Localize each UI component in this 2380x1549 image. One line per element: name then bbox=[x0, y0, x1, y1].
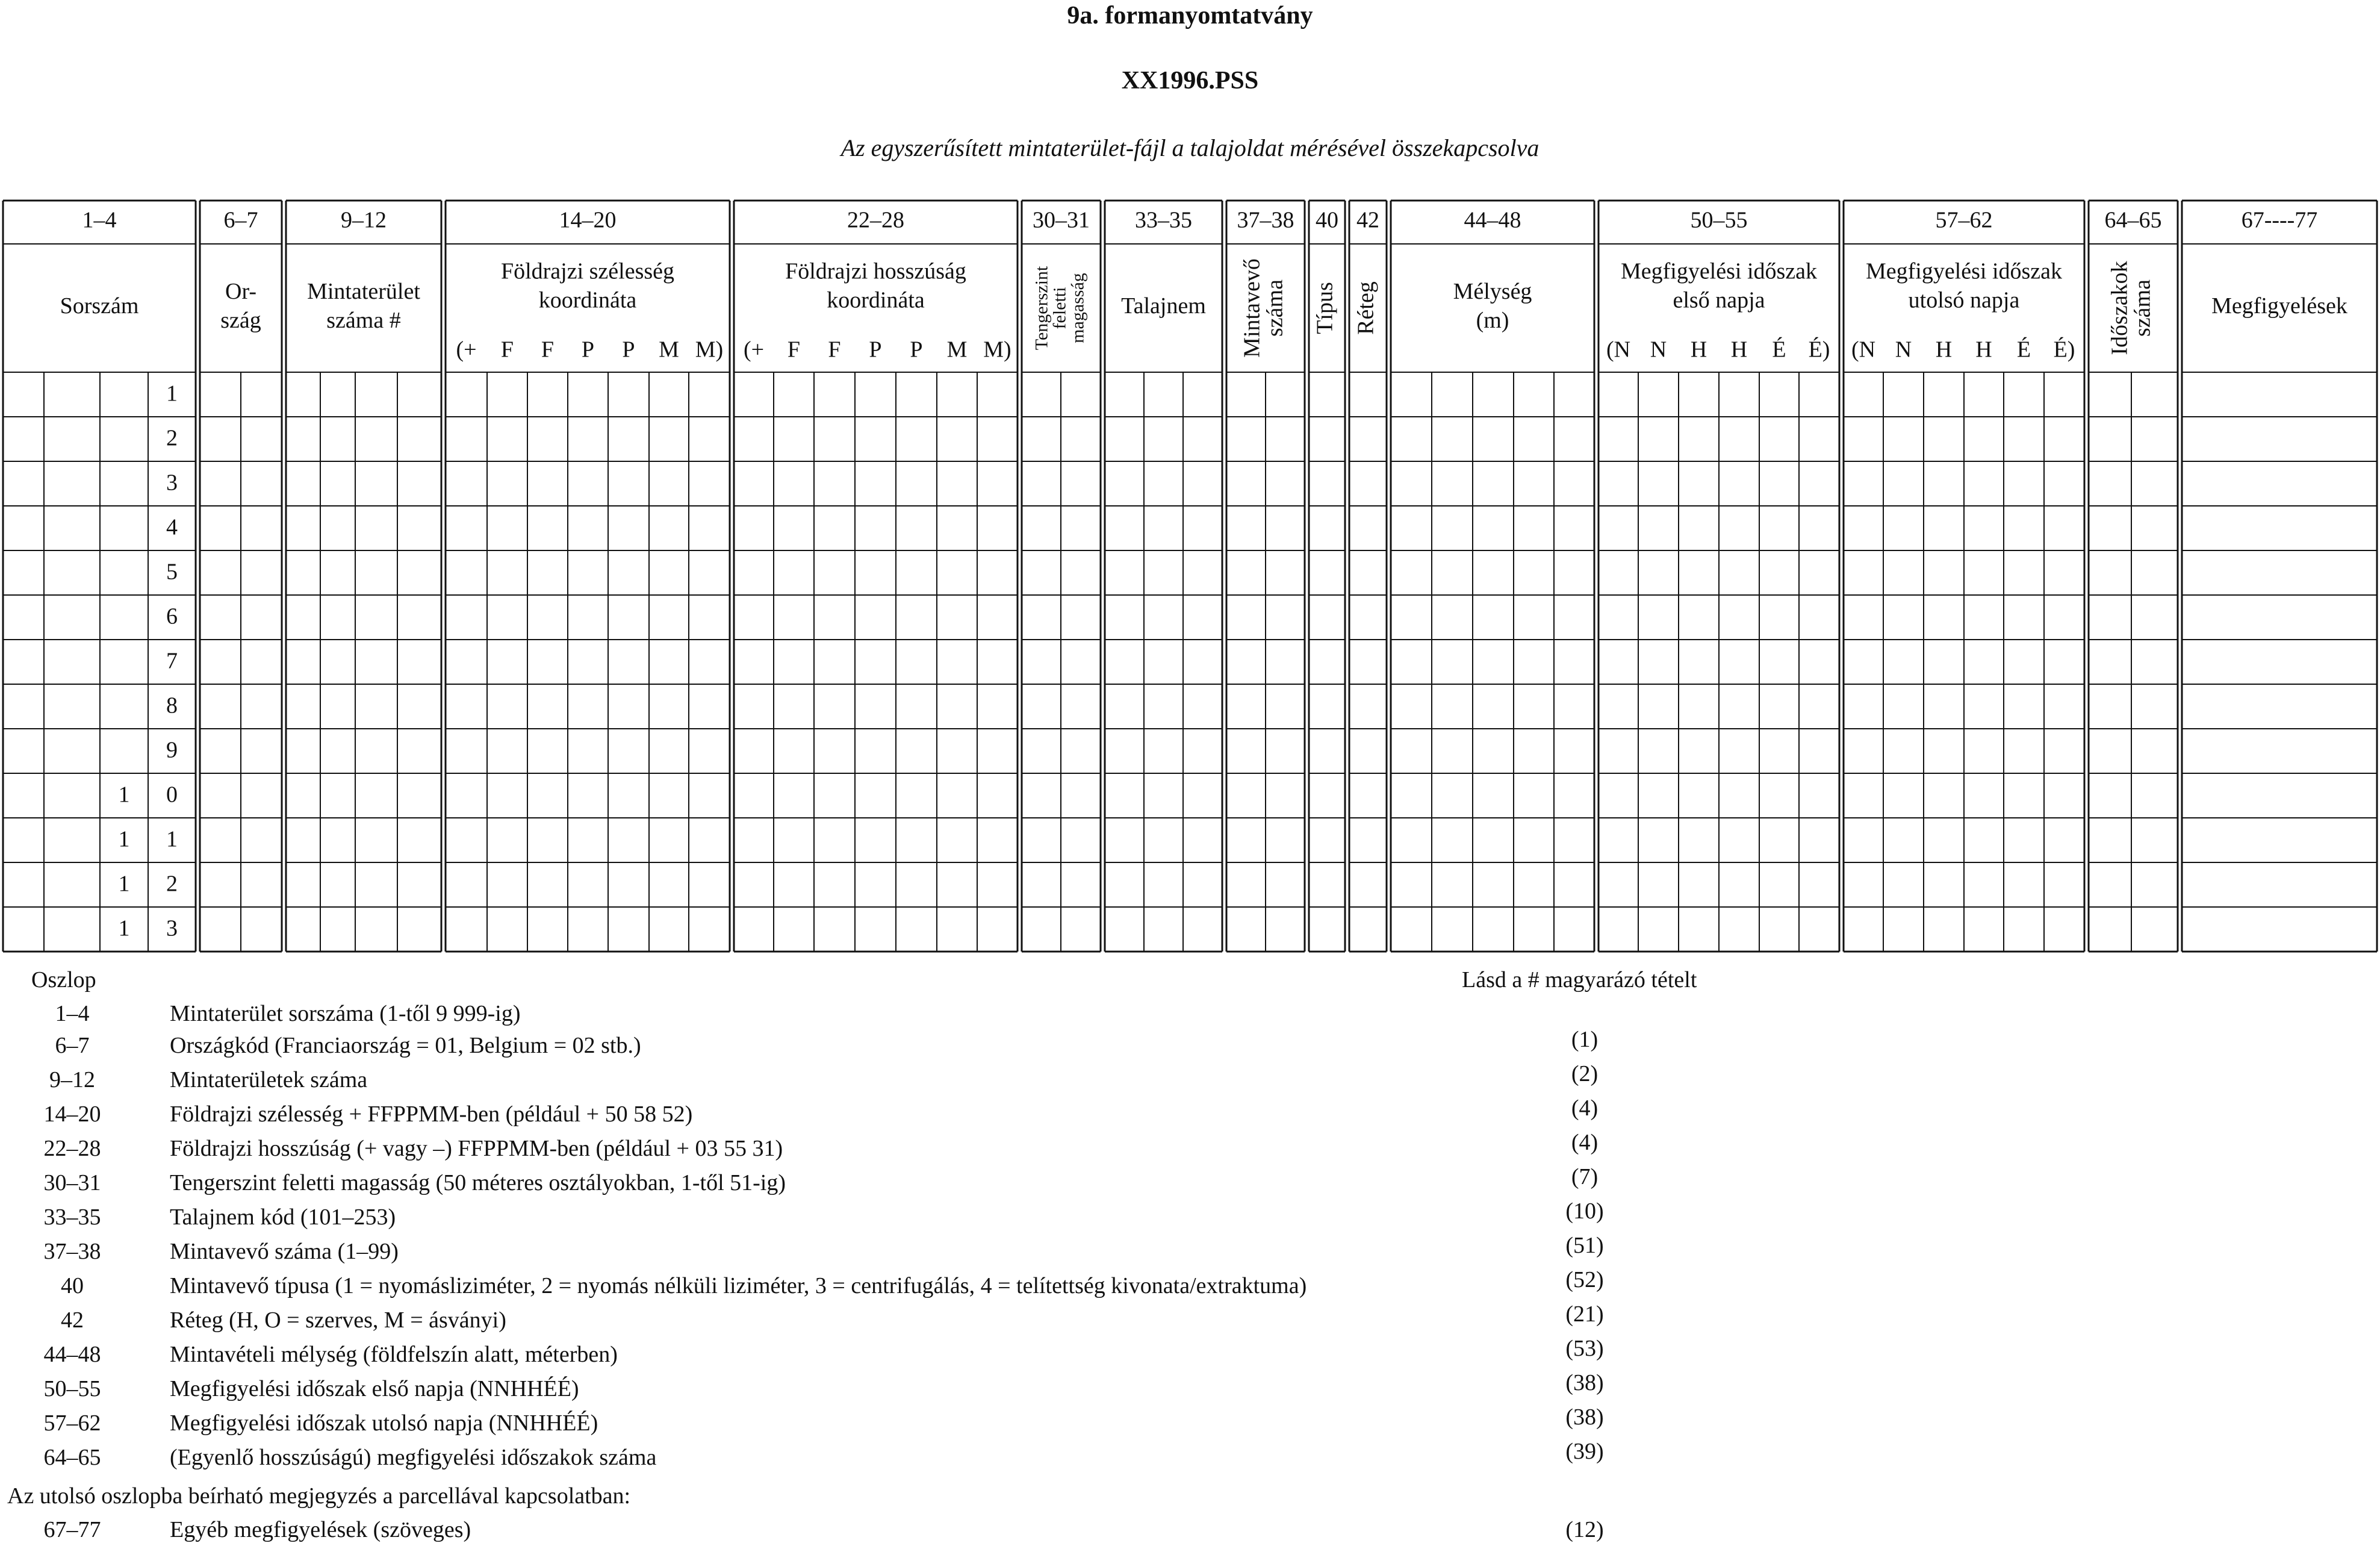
row-number-digit: 9 bbox=[166, 737, 178, 763]
column-sub-label: M) bbox=[983, 337, 1011, 363]
column-range-label: 9–12 bbox=[341, 207, 387, 233]
column-header-label: koordináta bbox=[538, 287, 637, 313]
column-header-label: száma # bbox=[326, 308, 401, 334]
legend-column-range: 14–20 bbox=[43, 1102, 101, 1127]
column-sub-label: P bbox=[910, 337, 923, 363]
row-number-digit: 4 bbox=[166, 514, 178, 540]
legend-reference: (10) bbox=[1565, 1198, 1604, 1224]
legend-reference: (21) bbox=[1565, 1301, 1604, 1327]
legend-column-range: 22–28 bbox=[43, 1136, 101, 1161]
legend-column-range: 57–62 bbox=[43, 1410, 101, 1436]
legend-description: (Egyenlő hosszúságú) megfigyelési időszakok száma bbox=[170, 1445, 657, 1470]
legend-column-header: Oszlop bbox=[31, 967, 96, 993]
legend-description: Földrajzi szélesség + FFPPMM-ben (például + 50 58 52) bbox=[170, 1102, 693, 1127]
form-subtitle: Az egyszerűsített mintaterület-fájl a talajoldat mérésével összekapcsolva bbox=[840, 134, 1540, 161]
column-sub-label: P bbox=[581, 337, 595, 363]
row-number-digit: 1 bbox=[118, 915, 130, 941]
column-header-label: Földrajzi szélesség bbox=[500, 258, 675, 284]
legend-description: Mintaterület sorszáma (1-től 9 999-ig) bbox=[170, 1001, 521, 1026]
legend-column-range: 30–31 bbox=[43, 1170, 101, 1195]
legend-description: Országkód (Franciaország = 01, Belgium = 02 stb.) bbox=[170, 1033, 641, 1058]
legend-reference: (1) bbox=[1571, 1027, 1599, 1052]
legend-reference: (7) bbox=[1571, 1164, 1599, 1189]
form-code: XX1996.PSS bbox=[1121, 67, 1259, 95]
column-header-label: Sorszám bbox=[60, 293, 139, 319]
column-sub-label: P bbox=[869, 337, 882, 363]
column-header-label: szág bbox=[220, 308, 261, 334]
column-range-label: 44–48 bbox=[1464, 207, 1521, 233]
row-number-digit: 3 bbox=[166, 470, 178, 496]
column-range-label: 40 bbox=[1316, 207, 1338, 233]
column-sub-label: É) bbox=[2053, 337, 2075, 363]
legend-description: Mintavételi mélység (földfelszín alatt, méterben) bbox=[170, 1342, 618, 1367]
column-header-label: Tengerszint bbox=[1031, 266, 1052, 351]
column-sub-label: P bbox=[622, 337, 635, 363]
legend-reference: (12) bbox=[1565, 1517, 1604, 1542]
legend-column-range: 33–35 bbox=[43, 1205, 101, 1230]
column-sub-label: É bbox=[2016, 337, 2031, 363]
column-sub-label: É bbox=[1772, 337, 1786, 363]
legend-reference: (51) bbox=[1565, 1233, 1604, 1258]
column-sub-label: H bbox=[1690, 337, 1707, 363]
column-header-label: Megfigyelési időszak bbox=[1620, 258, 1818, 284]
row-number-digit: 6 bbox=[166, 603, 178, 629]
legend-description: Mintavevő típusa (1 = nyomásliziméter, 2 = nyomás nélküli liziméter, 3 = centrifugálás, 4 = telítettség kivonata/extraktuma) bbox=[170, 1273, 1307, 1298]
column-sub-label: (N bbox=[1606, 337, 1631, 363]
legend-column-range: 67–77 bbox=[43, 1517, 101, 1542]
legend-reference: (38) bbox=[1565, 1404, 1604, 1430]
row-number-digit: 2 bbox=[166, 871, 178, 897]
column-sub-label: F bbox=[787, 337, 801, 363]
row-number-digit: 1 bbox=[166, 381, 178, 407]
column-range-label: 14–20 bbox=[559, 207, 617, 233]
legend-description: Egyéb megfigyelések (szöveges) bbox=[170, 1517, 471, 1542]
column-header-label: koordináta bbox=[827, 287, 925, 313]
column-range-label: 30–31 bbox=[1033, 207, 1090, 233]
legend-description: Mintaterületek száma bbox=[170, 1067, 368, 1092]
column-sub-label: N bbox=[1650, 337, 1667, 363]
row-number-digit: 1 bbox=[166, 826, 178, 852]
column-header-label: magasság bbox=[1067, 273, 1088, 343]
row-number-digit: 2 bbox=[166, 425, 178, 451]
column-header-label: száma bbox=[1262, 279, 1288, 337]
legend-description: Talajnem kód (101–253) bbox=[170, 1205, 396, 1230]
legend-reference-header: Lásd a # magyarázó tételt bbox=[1462, 967, 1697, 993]
legend-description: Földrajzi hosszúság (+ vagy –) FFPPMM-ben (például + 03 55 31) bbox=[170, 1136, 783, 1161]
row-number-digit: 1 bbox=[118, 871, 130, 897]
column-range-label: 37–38 bbox=[1237, 207, 1294, 233]
row-number-digit: 1 bbox=[118, 826, 130, 852]
column-header-label: (m) bbox=[1476, 308, 1509, 334]
column-range-label: 50–55 bbox=[1690, 207, 1748, 233]
legend-reference: (2) bbox=[1571, 1061, 1599, 1086]
legend-description: Megfigyelési időszak első napja (NNHHÉÉ) bbox=[170, 1376, 579, 1401]
legend-column-range: 1–4 bbox=[55, 1001, 90, 1026]
legend-reference: (39) bbox=[1565, 1439, 1604, 1464]
row-number-digit: 1 bbox=[118, 782, 130, 808]
legend-description: Mintavevő száma (1–99) bbox=[170, 1239, 399, 1264]
column-header-label: Or- bbox=[225, 279, 256, 305]
column-sub-label: M bbox=[659, 337, 679, 363]
column-sub-label: H bbox=[1935, 337, 1953, 363]
column-header-label: Talajnem bbox=[1121, 293, 1206, 319]
legend-column-range: 6–7 bbox=[55, 1033, 90, 1058]
column-header-label: utolsó napja bbox=[1908, 287, 2020, 313]
column-range-label: 42 bbox=[1356, 207, 1379, 233]
legend-column-range: 64–65 bbox=[43, 1445, 101, 1470]
row-number-digit: 0 bbox=[166, 782, 178, 808]
column-sub-label: M) bbox=[695, 337, 724, 363]
column-header-label: Mintavevő bbox=[1239, 258, 1265, 358]
column-sub-label: (+ bbox=[743, 337, 765, 363]
column-sub-label: N bbox=[1895, 337, 1912, 363]
column-sub-label: F bbox=[541, 337, 555, 363]
legend-note: Az utolsó oszlopba beírható megjegyzés a parcellával kapcsolatban: bbox=[7, 1483, 631, 1509]
legend-description: Tengerszint feletti magasság (50 méteres osztályokban, 1-től 51-ig) bbox=[170, 1170, 786, 1195]
column-range-label: 33–35 bbox=[1135, 207, 1192, 233]
legend-reference: (53) bbox=[1565, 1336, 1604, 1361]
legend-description: Megfigyelési időszak utolsó napja (NNHHÉÉ) bbox=[170, 1410, 598, 1436]
legend-column-range: 42 bbox=[61, 1307, 84, 1333]
column-header-label: Megfigyelési időszak bbox=[1865, 258, 2063, 284]
column-header-label: első napja bbox=[1673, 287, 1765, 313]
row-number-digit: 3 bbox=[166, 915, 178, 941]
legend-description: Réteg (H, O = szerves, M = ásványi) bbox=[170, 1307, 506, 1333]
column-range-label: 6–7 bbox=[223, 207, 258, 233]
row-number-digit: 5 bbox=[166, 559, 178, 585]
column-header-label: Típus bbox=[1312, 282, 1338, 334]
legend-reference: (52) bbox=[1565, 1267, 1604, 1292]
column-range-label: 1–4 bbox=[82, 207, 117, 233]
legend-column-range: 44–48 bbox=[43, 1342, 101, 1367]
legend-reference: (4) bbox=[1571, 1096, 1599, 1121]
column-sub-label: F bbox=[500, 337, 514, 363]
row-number-digit: 7 bbox=[166, 648, 178, 674]
column-range-label: 57–62 bbox=[1935, 207, 1993, 233]
column-sub-label: É) bbox=[1808, 337, 1830, 363]
column-header-label: Réteg bbox=[1353, 281, 1379, 335]
legend-column-range: 40 bbox=[61, 1273, 84, 1298]
column-sub-label: H bbox=[1975, 337, 1992, 363]
column-header-label: száma bbox=[2130, 279, 2155, 337]
legend-reference: (4) bbox=[1571, 1130, 1599, 1155]
column-header-label: Mintaterület bbox=[307, 279, 420, 305]
column-sub-label: (+ bbox=[456, 337, 477, 363]
column-range-label: 22–28 bbox=[847, 207, 904, 233]
column-header-label: Mélység bbox=[1453, 279, 1532, 305]
column-sub-label: (N bbox=[1851, 337, 1876, 363]
column-header-label: Megfigyelések bbox=[2211, 293, 2347, 319]
form-title: 9a. formanyomtatvány bbox=[1067, 2, 1313, 30]
row-number-digit: 8 bbox=[166, 693, 178, 718]
column-sub-label: F bbox=[828, 337, 841, 363]
column-header-label: feletti bbox=[1049, 287, 1070, 329]
legend-reference: (38) bbox=[1565, 1370, 1604, 1395]
column-sub-label: H bbox=[1730, 337, 1748, 363]
column-range-label: 64–65 bbox=[2104, 207, 2162, 233]
legend-column-range: 37–38 bbox=[43, 1239, 101, 1264]
column-sub-label: M bbox=[946, 337, 968, 363]
legend-column-range: 50–55 bbox=[43, 1376, 101, 1401]
column-header-label: Földrajzi hosszúság bbox=[785, 258, 966, 284]
legend-column-range: 9–12 bbox=[49, 1067, 95, 1092]
column-header-label: Időszakok bbox=[2107, 261, 2133, 355]
column-range-label: 67----77 bbox=[2241, 207, 2318, 233]
